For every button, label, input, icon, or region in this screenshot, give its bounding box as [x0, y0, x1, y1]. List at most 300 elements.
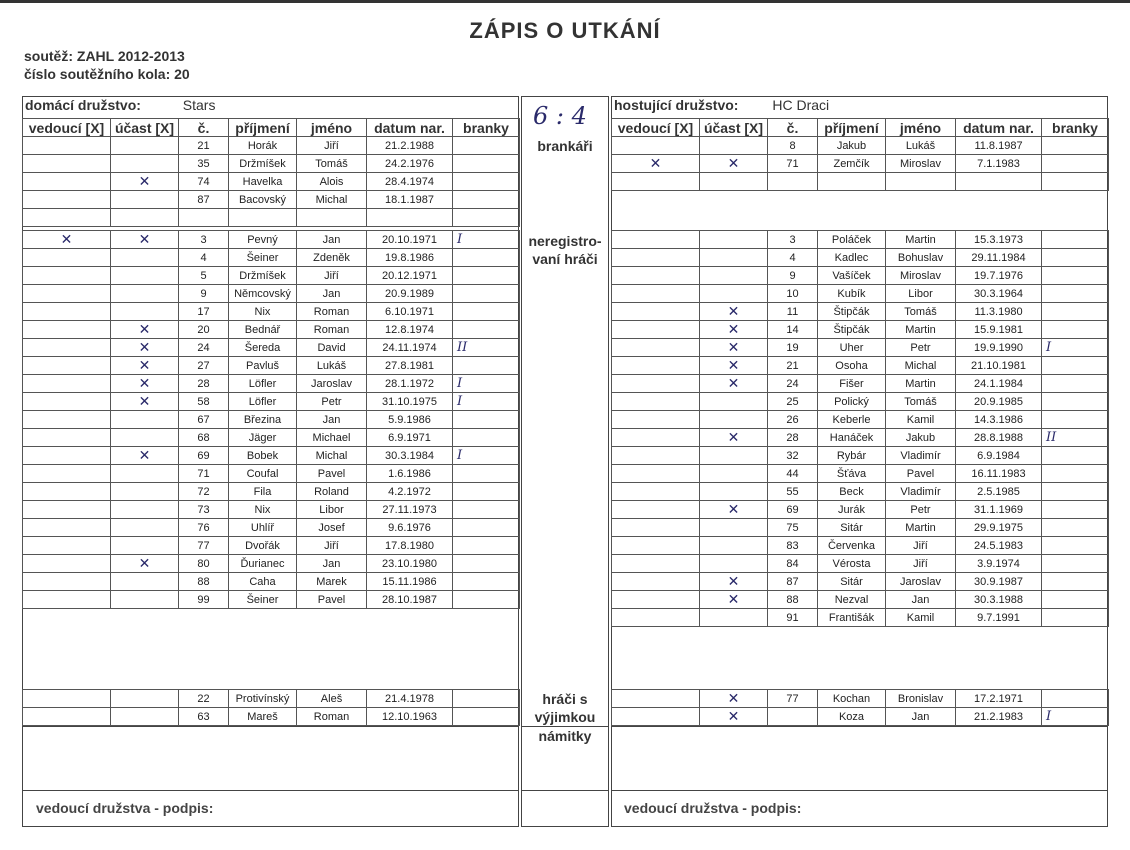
column-header-leader-mark: vedoucí [X]: [23, 119, 111, 137]
first-name: Roman: [297, 321, 367, 339]
away-team-header: [614, 97, 829, 113]
goals: [453, 155, 520, 173]
jersey-number: 25: [768, 393, 818, 411]
surname: Havelka: [229, 173, 297, 191]
surname: Hanáček: [818, 429, 886, 447]
first-name: Jaroslav: [297, 375, 367, 393]
column-header-jersey-number: č.: [179, 119, 229, 137]
home-player-row: [23, 393, 520, 411]
birth-date: 31.1.1969: [956, 501, 1042, 519]
surname: Protivínský: [229, 690, 297, 708]
surname: Červenka: [818, 537, 886, 555]
leader-mark: [23, 231, 111, 249]
attendance-mark: [111, 137, 179, 155]
birth-date: 21.4.1978: [367, 690, 453, 708]
attendance-mark: [700, 173, 768, 191]
birth-date: [956, 173, 1042, 191]
surname: Osoha: [818, 357, 886, 375]
first-name: Jiří: [297, 267, 367, 285]
birth-date: 12.10.1963: [367, 708, 453, 726]
home-player-row: [23, 375, 520, 393]
first-name: Jan: [886, 708, 956, 726]
jersey-number: 26: [768, 411, 818, 429]
away-player-row: [612, 393, 1109, 411]
first-name: Libor: [297, 501, 367, 519]
birth-date: 20.9.1985: [956, 393, 1042, 411]
first-name: Martin: [886, 375, 956, 393]
away-signature-label: vedoucí družstva - podpis:: [624, 800, 802, 816]
jersey-number: 58: [179, 393, 229, 411]
goals: [453, 231, 520, 249]
unregistered-label-2: vaní hráči: [532, 251, 598, 267]
surname: Sitár: [818, 519, 886, 537]
birth-date: 27.11.1973: [367, 501, 453, 519]
home-player-row: [23, 231, 520, 249]
surname: Koza: [818, 708, 886, 726]
goals: [453, 573, 520, 591]
home-player-row: [23, 321, 520, 339]
home-player-row: [23, 303, 520, 321]
away-player-row: [612, 285, 1109, 303]
leader-mark: [612, 555, 700, 573]
surname: Šereda: [229, 339, 297, 357]
leader-mark: [612, 249, 700, 267]
birth-date: 19.7.1976: [956, 267, 1042, 285]
first-name: Jiří: [886, 555, 956, 573]
first-name: Martin: [886, 231, 956, 249]
first-name: Jan: [297, 285, 367, 303]
home-goalie-row: [23, 209, 520, 227]
first-name: Pavel: [297, 465, 367, 483]
goals: [453, 591, 520, 609]
leader-mark: [23, 708, 111, 726]
home-player-row: [23, 267, 520, 285]
leader-mark: [612, 411, 700, 429]
attendance-mark: [111, 501, 179, 519]
handwritten-goal-tally: I: [457, 394, 463, 409]
attendance-mark: [111, 573, 179, 591]
column-header-row: [612, 119, 1109, 137]
jersey-number: 32: [768, 447, 818, 465]
away-player-row: [612, 249, 1109, 267]
first-name: Tomáš: [886, 303, 956, 321]
jersey-number: 5: [179, 267, 229, 285]
attendance-mark: [111, 155, 179, 173]
attendance-mark: [700, 447, 768, 465]
home-team-label: domácí družstvo:: [25, 97, 141, 113]
jersey-number: 71: [768, 155, 818, 173]
attendance-mark: [700, 321, 768, 339]
goals: [1042, 519, 1109, 537]
home-player-row: [23, 555, 520, 573]
home-player-row: [23, 591, 520, 609]
first-name: Jiří: [297, 137, 367, 155]
surname: Fila: [229, 483, 297, 501]
match-score: 6 : 4: [533, 102, 587, 130]
surname: Vašíček: [818, 267, 886, 285]
birth-date: 20.9.1989: [367, 285, 453, 303]
jersey-number: 75: [768, 519, 818, 537]
handwritten-x-mark: ✕: [727, 708, 740, 725]
home-player-row: [23, 447, 520, 465]
leader-mark: [23, 285, 111, 303]
first-name: Alois: [297, 173, 367, 191]
jersey-number: 73: [179, 501, 229, 519]
jersey-number: 91: [768, 609, 818, 627]
leader-mark: [612, 465, 700, 483]
first-name: Jan: [297, 555, 367, 573]
goals: [453, 429, 520, 447]
center-signature-divider: [521, 790, 609, 791]
handwritten-x-mark: ✕: [138, 173, 151, 190]
surname: Nezval: [818, 591, 886, 609]
leader-mark: [23, 591, 111, 609]
birth-date: 3.9.1974: [956, 555, 1042, 573]
handwritten-x-mark: ✕: [727, 591, 740, 608]
jersey-number: 28: [768, 429, 818, 447]
away-goalie-row: [612, 137, 1109, 155]
away-player-row: [612, 537, 1109, 555]
goals: [1042, 609, 1109, 627]
leader-mark: [612, 321, 700, 339]
home-player-row: [23, 411, 520, 429]
leader-mark: [23, 357, 111, 375]
attendance-mark: [700, 267, 768, 285]
page-title: ZÁPIS O UTKÁNÍ: [469, 18, 661, 43]
goals: [1042, 429, 1109, 447]
attendance-mark: [700, 357, 768, 375]
home-goalie-row: [23, 191, 520, 209]
surname: Františák: [818, 609, 886, 627]
first-name: Jan: [886, 591, 956, 609]
away-player-row: [612, 231, 1109, 249]
leader-mark: [612, 690, 700, 708]
leader-mark: [612, 155, 700, 173]
leader-mark: [612, 267, 700, 285]
handwritten-x-mark: ✕: [727, 573, 740, 590]
goals: [453, 285, 520, 303]
surname: Pavluš: [229, 357, 297, 375]
away-player-row: [612, 321, 1109, 339]
attendance-mark: [111, 267, 179, 285]
leader-mark: [612, 609, 700, 627]
attendance-mark: [700, 555, 768, 573]
away-player-row: [612, 447, 1109, 465]
handwritten-goal-tally: II: [457, 340, 468, 355]
first-name: Miroslav: [886, 155, 956, 173]
surname: Uhlíř: [229, 519, 297, 537]
jersey-number: 63: [179, 708, 229, 726]
away-player-row: [612, 411, 1109, 429]
away-team-label: hostující družstvo:: [614, 97, 739, 113]
first-name: Michal: [886, 357, 956, 375]
away-player-row: [612, 429, 1109, 447]
first-name: Michal: [297, 191, 367, 209]
attendance-mark: [111, 249, 179, 267]
first-name: Tomáš: [297, 155, 367, 173]
attendance-mark: [111, 465, 179, 483]
home-goalies-table: [22, 136, 520, 227]
attendance-mark: [111, 357, 179, 375]
surname: Bacovský: [229, 191, 297, 209]
goals: [453, 375, 520, 393]
attendance-mark: [111, 537, 179, 555]
leader-mark: [23, 339, 111, 357]
home-team-header: [25, 97, 215, 113]
birth-date: 30.9.1987: [956, 573, 1042, 591]
attendance-mark: [700, 591, 768, 609]
surname: Löfler: [229, 375, 297, 393]
leader-mark: [23, 375, 111, 393]
home-team-name: Stars: [182, 97, 216, 113]
birth-date: 11.8.1987: [956, 137, 1042, 155]
surname: Držmíšek: [229, 267, 297, 285]
away-goalie-row: [612, 173, 1109, 191]
away-player-row: [612, 609, 1109, 627]
home-player-row: [23, 357, 520, 375]
first-name: Roland: [297, 483, 367, 501]
leader-mark: [612, 393, 700, 411]
column-header-first-name: jméno: [297, 119, 367, 137]
column-header-goals: branky: [1042, 119, 1109, 137]
jersey-number: 11: [768, 303, 818, 321]
away-player-row: [612, 303, 1109, 321]
handwritten-x-mark: ✕: [138, 375, 151, 392]
goals: [453, 191, 520, 209]
away-player-row: [612, 483, 1109, 501]
leader-mark: [23, 321, 111, 339]
first-name: Pavel: [886, 465, 956, 483]
column-header-birth-date: datum nar.: [367, 119, 453, 137]
attendance-mark: [700, 483, 768, 501]
handwritten-x-mark: ✕: [727, 690, 740, 707]
surname: [229, 209, 297, 227]
birth-date: 23.10.1980: [367, 555, 453, 573]
leader-mark: [23, 483, 111, 501]
birth-date: 29.9.1975: [956, 519, 1042, 537]
birth-date: 9.7.1991: [956, 609, 1042, 627]
goals: [453, 708, 520, 726]
attendance-mark: [111, 519, 179, 537]
first-name: [297, 209, 367, 227]
leader-mark: [612, 375, 700, 393]
birth-date: 20.10.1971: [367, 231, 453, 249]
birth-date: 6.9.1971: [367, 429, 453, 447]
jersey-number: 4: [179, 249, 229, 267]
attendance-mark: [111, 555, 179, 573]
jersey-number: [768, 708, 818, 726]
attendance-mark: [700, 537, 768, 555]
surname: Bednář: [229, 321, 297, 339]
jersey-number: 22: [179, 690, 229, 708]
surname: Vérosta: [818, 555, 886, 573]
leader-mark: [612, 429, 700, 447]
attendance-mark: [111, 321, 179, 339]
handwritten-x-mark: ✕: [60, 231, 73, 248]
jersey-number: 28: [179, 375, 229, 393]
surname: Němcovský: [229, 285, 297, 303]
home-player-row: [23, 537, 520, 555]
goals: [453, 555, 520, 573]
first-name: Kamil: [886, 609, 956, 627]
birth-date: 15.3.1973: [956, 231, 1042, 249]
first-name: Aleš: [297, 690, 367, 708]
goals: [1042, 537, 1109, 555]
leader-mark: [23, 249, 111, 267]
jersey-number: 44: [768, 465, 818, 483]
attendance-mark: [700, 137, 768, 155]
attendance-mark: [700, 465, 768, 483]
surname: Kochan: [818, 690, 886, 708]
goals: [1042, 690, 1109, 708]
surname: Šťáva: [818, 465, 886, 483]
leader-mark: [23, 267, 111, 285]
goals: [1042, 285, 1109, 303]
birth-date: 20.12.1971: [367, 267, 453, 285]
center-objections-divider: [521, 726, 609, 727]
jersey-number: 20: [179, 321, 229, 339]
attendance-mark: [111, 411, 179, 429]
away-objections-divider: [611, 726, 1108, 727]
goals: [453, 303, 520, 321]
first-name: Jiří: [886, 537, 956, 555]
away-signature-divider: [611, 790, 1108, 791]
leader-mark: [23, 173, 111, 191]
first-name: Martin: [886, 321, 956, 339]
goals: [1042, 555, 1109, 573]
attendance-mark: [111, 173, 179, 191]
leader-mark: [612, 483, 700, 501]
attendance-mark: [111, 303, 179, 321]
jersey-number: 9: [179, 285, 229, 303]
attendance-mark: [700, 411, 768, 429]
away-player-row: [612, 357, 1109, 375]
surname: Šeiner: [229, 249, 297, 267]
handwritten-x-mark: ✕: [727, 429, 740, 446]
home-player-row: [23, 465, 520, 483]
away-player-row: [612, 555, 1109, 573]
first-name: Zdeněk: [297, 249, 367, 267]
column-header-surname: příjmení: [229, 119, 297, 137]
goals: [1042, 375, 1109, 393]
attendance-mark: [700, 303, 768, 321]
surname: Šeiner: [229, 591, 297, 609]
attendance-mark: [700, 501, 768, 519]
goals: [453, 137, 520, 155]
surname: Rybár: [818, 447, 886, 465]
birth-date: 19.8.1986: [367, 249, 453, 267]
birth-date: 7.1.1983: [956, 155, 1042, 173]
attendance-mark: [111, 375, 179, 393]
surname: Jakub: [818, 137, 886, 155]
handwritten-goal-tally: II: [1046, 430, 1057, 445]
surname: Zemčík: [818, 155, 886, 173]
goals: [1042, 411, 1109, 429]
attendance-mark: [700, 573, 768, 591]
goals: [453, 209, 520, 227]
goals: [453, 339, 520, 357]
home-player-row: [23, 429, 520, 447]
birth-date: 6.10.1971: [367, 303, 453, 321]
first-name: Jan: [297, 411, 367, 429]
leader-mark: [23, 209, 111, 227]
attendance-mark: [111, 447, 179, 465]
leader-mark: [23, 519, 111, 537]
jersey-number: 55: [768, 483, 818, 501]
attendance-mark: [111, 339, 179, 357]
away-player-row: [612, 375, 1109, 393]
attendance-mark: [111, 483, 179, 501]
goals: [453, 447, 520, 465]
goals: [1042, 267, 1109, 285]
goals: [1042, 447, 1109, 465]
attendance-mark: [111, 285, 179, 303]
jersey-number: 72: [179, 483, 229, 501]
goals: [1042, 483, 1109, 501]
column-header-first-name: jméno: [886, 119, 956, 137]
goals: [1042, 249, 1109, 267]
attendance-mark: [111, 708, 179, 726]
first-name: Petr: [886, 501, 956, 519]
goals: [1042, 231, 1109, 249]
handwritten-x-mark: ✕: [138, 321, 151, 338]
attendance-mark: [111, 209, 179, 227]
jersey-number: 67: [179, 411, 229, 429]
handwritten-x-mark: ✕: [727, 303, 740, 320]
jersey-number: 8: [768, 137, 818, 155]
attendance-mark: [700, 249, 768, 267]
jersey-number: 3: [179, 231, 229, 249]
leader-mark: [23, 501, 111, 519]
goals: [453, 267, 520, 285]
attendance-mark: [700, 285, 768, 303]
handwritten-x-mark: ✕: [727, 155, 740, 172]
first-name: Roman: [297, 708, 367, 726]
handwritten-x-mark: ✕: [138, 555, 151, 572]
surname: Jäger: [229, 429, 297, 447]
jersey-number: 68: [179, 429, 229, 447]
surname: Držmíšek: [229, 155, 297, 173]
away-goalie-row: [612, 155, 1109, 173]
goals: [1042, 321, 1109, 339]
home-player-row: [23, 249, 520, 267]
column-header-jersey-number: č.: [768, 119, 818, 137]
leader-mark: [23, 191, 111, 209]
surname: Mareš: [229, 708, 297, 726]
goals: [453, 249, 520, 267]
goals: [1042, 393, 1109, 411]
leader-mark: [612, 537, 700, 555]
home-exception-player-row: [23, 708, 520, 726]
birth-date: 24.1.1984: [956, 375, 1042, 393]
first-name: Libor: [886, 285, 956, 303]
handwritten-x-mark: ✕: [138, 339, 151, 356]
jersey-number: 87: [768, 573, 818, 591]
goals: [453, 501, 520, 519]
first-name: Bronislav: [886, 690, 956, 708]
leader-mark: [612, 501, 700, 519]
goals: [453, 465, 520, 483]
birth-date: 9.6.1976: [367, 519, 453, 537]
jersey-number: 71: [179, 465, 229, 483]
objections-label: námitky: [538, 728, 592, 744]
surname: Kadlec: [818, 249, 886, 267]
jersey-number: 9: [768, 267, 818, 285]
home-player-row: [23, 483, 520, 501]
surname: Březina: [229, 411, 297, 429]
jersey-number: 35: [179, 155, 229, 173]
birth-date: 30.3.1984: [367, 447, 453, 465]
